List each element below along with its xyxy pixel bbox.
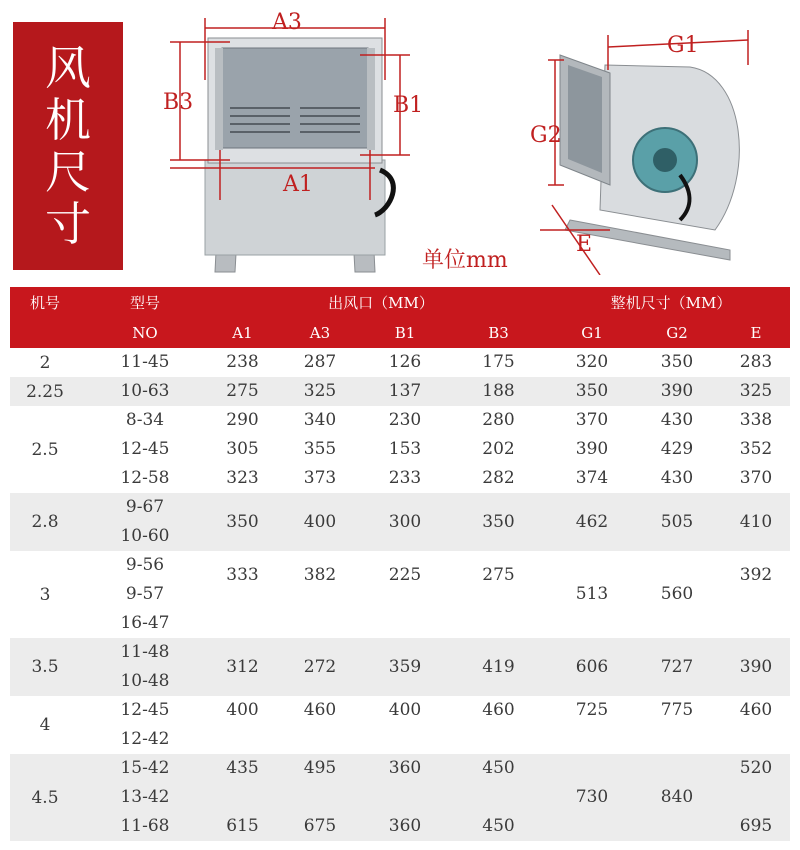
cell-value: 460 (482, 700, 515, 720)
cell-value: 352 (739, 439, 773, 459)
side-view-diagram (530, 25, 770, 275)
cell-value: 137 (388, 381, 422, 401)
cell-e (722, 551, 790, 638)
cell-value: 373 (303, 468, 337, 488)
cell-value: 419 (482, 656, 515, 677)
cell-a3 (275, 696, 365, 754)
cell-b3 (445, 406, 552, 493)
cell-value: 175 (482, 352, 515, 372)
cell-g1 (552, 406, 632, 493)
cell-value: 287 (303, 352, 337, 372)
cell-g2 (632, 406, 722, 493)
dim-a1-label: A1 (283, 172, 313, 197)
cell-value: 390 (575, 439, 609, 459)
cell-value: 333 (226, 565, 259, 585)
cell-value: 390 (739, 656, 773, 677)
cell-model: 12-42 (120, 729, 170, 749)
cell-model: 10-48 (120, 671, 170, 691)
table-body (10, 348, 790, 841)
table-row-group (10, 551, 790, 638)
cell-b3 (445, 551, 552, 638)
table-header-row-2 (10, 317, 790, 348)
cell-a3 (275, 638, 365, 696)
cell-value: 272 (303, 656, 337, 677)
cell-model: 15-42 (120, 758, 170, 778)
cell-value: 282 (482, 468, 515, 488)
cell-value: 233 (388, 468, 422, 488)
cell-e (722, 348, 790, 377)
cell-models (80, 377, 210, 406)
cell-value: 340 (303, 410, 337, 430)
cell-e (722, 377, 790, 406)
cell-value: 840 (660, 787, 694, 807)
cell-value: 290 (226, 410, 259, 430)
cell-b3 (445, 377, 552, 406)
cell-a1 (210, 551, 275, 638)
header-col-b1: B1 (394, 323, 416, 342)
cell-value: 360 (388, 816, 422, 836)
cell-value: 429 (660, 439, 694, 459)
cell-value: 275 (482, 565, 515, 585)
cell-value: 350 (226, 511, 259, 532)
cell-value: 435 (226, 758, 259, 778)
cell-a3 (275, 406, 365, 493)
cell-e (722, 406, 790, 493)
cell-value: 320 (575, 352, 609, 372)
cell-value: 450 (482, 816, 515, 836)
cell-b3 (445, 348, 552, 377)
cell-value: 280 (482, 410, 515, 430)
cell-a3 (275, 348, 365, 377)
cell-machine-no: 2.25 (26, 381, 64, 402)
cell-value: 400 (303, 511, 337, 532)
cell-value: 400 (388, 700, 422, 720)
cell-a3 (275, 493, 365, 551)
cell-b1 (365, 551, 445, 638)
cell-model: 9-57 (125, 584, 165, 604)
cell-machine-no: 3 (39, 584, 51, 605)
cell-model: 8-34 (125, 410, 165, 430)
cell-machine-no: 2.5 (31, 439, 59, 460)
cell-value: 695 (739, 816, 773, 836)
cell-g1 (552, 377, 632, 406)
cell-a1 (210, 696, 275, 754)
header-model: 型号 (129, 293, 160, 312)
cell-g2 (632, 696, 722, 754)
cell-a1 (210, 754, 275, 841)
cell-a3 (275, 551, 365, 638)
cell-value: 460 (739, 700, 773, 720)
cell-a1 (210, 377, 275, 406)
table-row-group (10, 377, 790, 406)
cell-value: 225 (388, 565, 422, 585)
cell-model: 16-47 (120, 613, 170, 633)
cell-value: 513 (575, 584, 609, 604)
dim-b1-label: B1 (393, 93, 424, 118)
cell-model: 11-48 (120, 642, 170, 662)
cell-value: 675 (303, 816, 337, 836)
cell-b1 (365, 638, 445, 696)
unit-label: 单位mm (422, 248, 508, 273)
cell-models (80, 406, 210, 493)
cell-value: 615 (226, 816, 259, 836)
header-no: NO (132, 323, 158, 342)
header-col-a3: A3 (309, 323, 331, 342)
cell-g1 (552, 754, 632, 841)
table-row-group (10, 493, 790, 551)
cell-value: 775 (660, 700, 694, 720)
cell-value: 230 (388, 410, 422, 430)
cell-e (722, 638, 790, 696)
cell-model: 12-45 (120, 700, 170, 720)
cell-models (80, 348, 210, 377)
cell-value: 727 (660, 656, 694, 677)
cell-value: 430 (660, 468, 694, 488)
cell-g1 (552, 696, 632, 754)
header-machine-no: 机号 (29, 293, 60, 312)
dim-b3-label: B3 (163, 90, 194, 115)
cell-g2 (632, 377, 722, 406)
cell-b3 (445, 754, 552, 841)
cell-a1 (210, 493, 275, 551)
cell-value: 430 (660, 410, 694, 430)
cell-value: 462 (575, 511, 609, 532)
cell-value: 325 (303, 381, 337, 401)
cell-machine-no: 3.5 (31, 657, 59, 677)
cell-value: 202 (482, 439, 515, 459)
cell-value: 153 (388, 439, 422, 459)
cell-a3 (275, 754, 365, 841)
cell-value: 323 (226, 468, 259, 488)
cell-model: 12-58 (120, 468, 170, 488)
cell-models (80, 754, 210, 841)
cell-value: 126 (388, 352, 422, 372)
header-outlet: 出风口（MM） (328, 293, 434, 312)
cell-g1 (552, 493, 632, 551)
cell-value: 355 (303, 439, 337, 459)
cell-model: 10-63 (120, 381, 170, 401)
title-char: 寸 (45, 197, 91, 251)
cell-value: 325 (739, 381, 773, 401)
cell-g2 (632, 348, 722, 377)
cell-value: 370 (575, 410, 609, 430)
cell-value: 188 (482, 381, 515, 401)
cell-machine-no: 4 (39, 715, 51, 735)
cell-value: 400 (226, 700, 259, 720)
cell-value: 725 (575, 700, 609, 720)
cell-value: 338 (739, 410, 773, 430)
cell-g1 (552, 551, 632, 638)
cell-value: 275 (226, 381, 259, 401)
cell-e (722, 493, 790, 551)
table-row-group (10, 348, 790, 377)
cell-value: 460 (303, 700, 337, 720)
cell-machine-no: 2.8 (31, 512, 59, 532)
cell-value: 495 (303, 758, 337, 778)
cell-value: 350 (482, 511, 515, 532)
cell-model: 11-68 (120, 816, 170, 836)
title-char: 尺 (45, 145, 91, 199)
title-block (13, 22, 123, 270)
title-char: 机 (45, 93, 91, 147)
dim-g1-label: G1 (667, 33, 699, 58)
cell-value: 560 (660, 584, 694, 604)
cell-value: 350 (660, 352, 694, 372)
cell-model: 13-42 (120, 787, 170, 807)
cell-b3 (445, 493, 552, 551)
header-col-g1: G1 (581, 323, 603, 342)
cell-value: 370 (739, 468, 773, 488)
cell-g1 (552, 348, 632, 377)
cell-value: 300 (388, 511, 422, 532)
cell-value: 359 (388, 656, 422, 677)
table-header-row-1 (10, 287, 790, 317)
cell-value: 382 (303, 565, 337, 585)
cell-a1 (210, 406, 275, 493)
table-row-group (10, 696, 790, 754)
cell-g2 (632, 638, 722, 696)
cell-a3 (275, 377, 365, 406)
cell-model: 9-56 (125, 555, 165, 575)
header-col-g2: G2 (666, 323, 688, 342)
front-view-diagram (160, 10, 430, 280)
cell-value: 392 (739, 565, 773, 585)
cell-g2 (632, 493, 722, 551)
cell-value: 730 (575, 787, 609, 807)
header-col-e: E (750, 323, 762, 342)
table-row-group (10, 638, 790, 696)
cell-value: 360 (388, 758, 422, 778)
cell-value: 450 (482, 758, 515, 778)
cell-b1 (365, 406, 445, 493)
cell-value: 305 (226, 439, 259, 459)
dim-g2-label: G2 (530, 123, 562, 148)
cell-value: 390 (660, 381, 694, 401)
fan-dimension-table (10, 287, 790, 841)
cell-b3 (445, 696, 552, 754)
cell-b1 (365, 377, 445, 406)
cell-e (722, 754, 790, 841)
cell-g1 (552, 638, 632, 696)
cell-models (80, 696, 210, 754)
cell-b1 (365, 696, 445, 754)
cell-g2 (632, 551, 722, 638)
cell-b1 (365, 493, 445, 551)
table-row-group (10, 754, 790, 841)
cell-value: 283 (739, 352, 773, 372)
cell-g2 (632, 754, 722, 841)
cell-model: 10-60 (120, 526, 170, 546)
cell-value: 606 (575, 656, 609, 677)
cell-model: 9-67 (125, 497, 165, 517)
dim-a3-label: A3 (272, 10, 302, 35)
cell-value: 410 (739, 511, 773, 532)
cell-models (80, 493, 210, 551)
cell-value: 238 (226, 352, 259, 372)
header-overall: 整机尺寸（MM） (610, 293, 732, 312)
cell-a1 (210, 638, 275, 696)
cell-machine-no: 2 (39, 352, 51, 373)
cell-value: 312 (226, 656, 259, 677)
cell-value: 505 (660, 511, 694, 532)
cell-value: 520 (739, 758, 773, 778)
cell-b1 (365, 348, 445, 377)
table-row-group (10, 406, 790, 493)
cell-value: 374 (575, 468, 609, 488)
cell-b3 (445, 638, 552, 696)
dim-e-label: E (576, 232, 593, 257)
cell-models (80, 551, 210, 638)
cell-model: 12-45 (120, 439, 170, 459)
cell-a1 (210, 348, 275, 377)
cell-models (80, 638, 210, 696)
header-col-b3: B3 (488, 323, 509, 342)
cell-value: 350 (575, 381, 609, 401)
cell-e (722, 696, 790, 754)
cell-machine-no: 4.5 (31, 787, 59, 808)
cell-b1 (365, 754, 445, 841)
title-char: 风 (45, 41, 91, 95)
header-col-a1: A1 (232, 323, 253, 342)
cell-model: 11-45 (120, 352, 170, 372)
